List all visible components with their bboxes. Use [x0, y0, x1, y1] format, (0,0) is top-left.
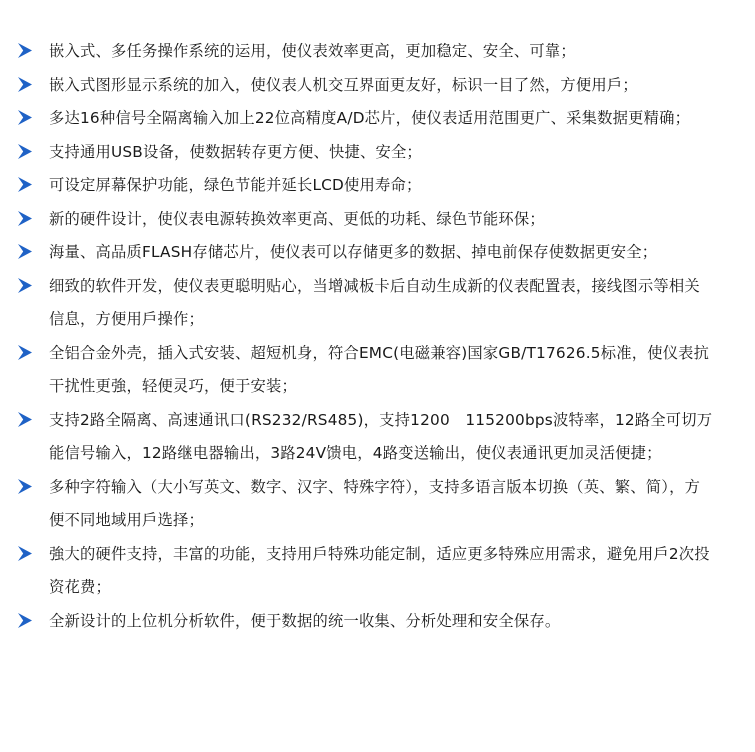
feature-text: 新的硬件设计，使仪表电源转换效率更高、更低的功耗、绿色节能环保； [49, 209, 545, 228]
feature-text: 全新设计的上位机分析软件，便于数据的统一收集、分析处理和安全保存。 [49, 611, 561, 630]
feature-item [18, 136, 715, 170]
feature-text: 全铝合金外壳，插入式安装、超短机身，符合EMC(电磁兼容)国家GB/T17626.5标准，使仪表抗干扰性更強，轻便灵巧，便于安装； [49, 343, 710, 395]
feature-text: 支持通用USB设备，使数据转存更方便、快捷、安全； [49, 142, 422, 161]
feature-item [18, 605, 715, 639]
chevron-right-icon [18, 278, 32, 293]
chevron-right-icon [18, 144, 32, 159]
chevron-right-icon [18, 244, 32, 259]
chevron-right-icon [18, 77, 32, 92]
feature-item [18, 270, 715, 337]
feature-item [18, 404, 715, 471]
chevron-right-icon [18, 211, 32, 226]
feature-text: 可设定屏幕保护功能，绿色节能并延长LCD使用寿命； [49, 176, 422, 194]
feature-item [18, 538, 715, 605]
chevron-right-icon [18, 613, 32, 628]
feature-text: 支持2路全隔离、高速通讯口(RS232/RS485)，支持1200 115200bps波特率，12路全可切万能信号输入，12路继电器输出，3路24V馈电，4路变送输出，使仪表通讯更加灵活便捷； [49, 410, 713, 462]
feature-text: 強大的硬件支持，丰富的功能，支持用戶特殊功能定制，适应更多特殊应用需求，避免用戶2次投资花费； [49, 544, 710, 596]
chevron-right-icon [18, 479, 32, 494]
feature-text: 细致的软件开发，使仪表更聪明贴心，当增减板卡后自动生成新的仪表配置表，接线图示等相关信息，方便用戶操作； [49, 276, 700, 328]
feature-text: 海量、高品质FLASH存储芯片，使仪表可以存储更多的数据、掉电前保存使数据更安全； [49, 243, 658, 261]
chevron-right-icon [18, 177, 32, 192]
feature-text: 嵌入式图形显示系统的加入，使仪表人机交互界面更友好，标识一目了然，方便用戶； [49, 75, 638, 94]
chevron-right-icon [18, 546, 32, 561]
feature-item [18, 203, 715, 237]
feature-text: 多种字符输入（大小写英文、数字、汉字、特殊字符），支持多语言版本切换（英、繁、简），方便不同地域用戶选择； [49, 477, 701, 529]
chevron-right-icon [18, 345, 32, 360]
feature-item [18, 169, 715, 203]
feature-item [18, 337, 715, 404]
feature-item [18, 236, 715, 270]
chevron-right-icon [18, 43, 32, 58]
feature-text: 嵌入式、多任务操作系统的运用，使仪表效率更高，更加稳定、安全、可靠； [49, 42, 576, 60]
chevron-right-icon [18, 412, 32, 427]
feature-text: 多达16种信号全隔离输入加上22位高精度A/D芯片，使仪表适用范围更广、采集数据更精确； [49, 109, 691, 127]
chevron-right-icon [18, 110, 32, 125]
feature-item [18, 69, 715, 103]
feature-item [18, 35, 715, 69]
feature-item [18, 471, 715, 538]
feature-item [18, 102, 715, 136]
